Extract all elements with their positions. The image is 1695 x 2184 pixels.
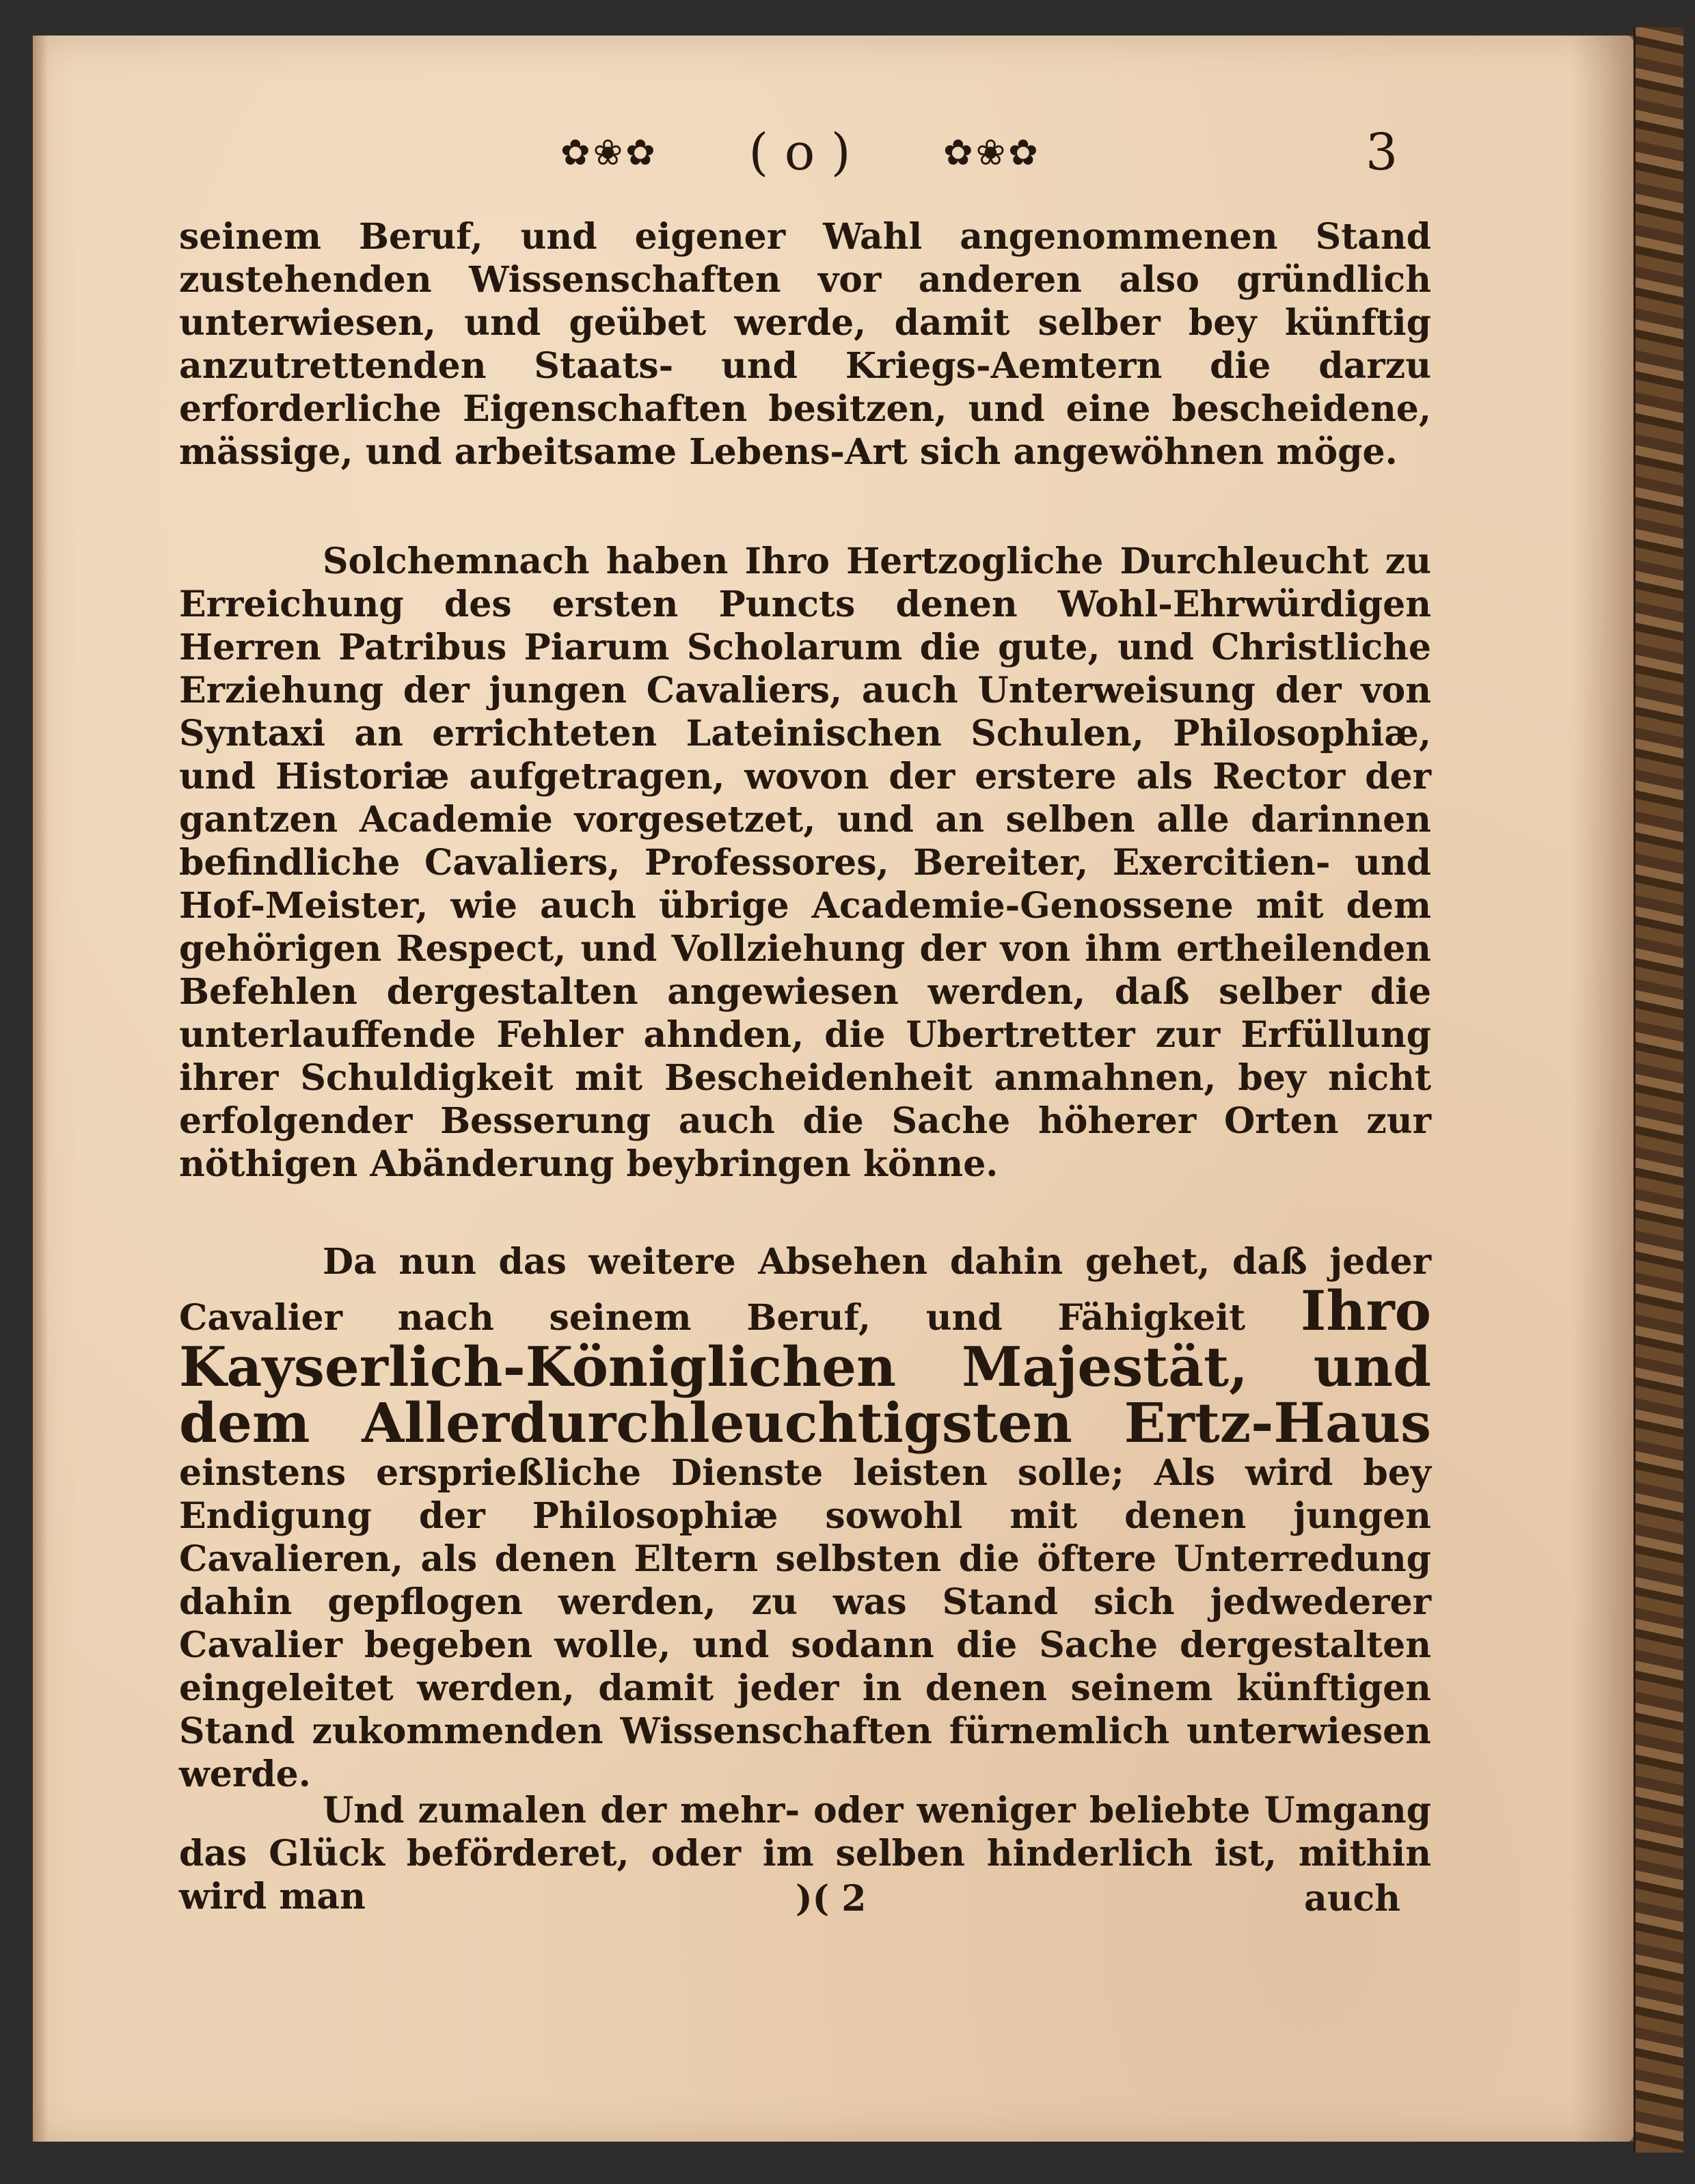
paragraph-4: Und zumalen der mehr- oder weniger beliebte Umgang das Glück beförderet, oder im selben hinderlich ist, mithin wird man — [179, 1790, 1431, 1917]
paragraph-3 — [179, 1240, 1431, 1796]
page-mark: ( o ) — [748, 123, 851, 182]
paragraph-3-intro: Da nun das weitere Absehen dahin gehet, daß jeder Cavalier nach seinem Beruf, und Fähigkeit — [179, 1241, 1431, 1339]
page-header — [0, 123, 1695, 185]
catchword: auch — [1304, 1878, 1400, 1920]
page-left-edge — [33, 36, 48, 2142]
ornament-left-icon: ✿❀✿ — [560, 133, 658, 174]
paragraph-2: Solchemnach haben Ihro Hertzogliche Durchleucht zu Erreichung des ersten Puncts denen Wohl-Ehrwürdigen Herren Patribus Piarum Scholarum die gute, und Christliche Erziehung der jungen Cavaliers, auch Unterweisung der von Syntaxi an errichteten Lateinischen Schulen, Philosophiæ, und Historiæ aufgetragen, wovon der erstere als Rector der gantzen Academie vorgesetzet, und an selben alle darinnen befindliche Cavaliers, Professores, Bereiter, Exercitien- und Hof-Meister, wie auch übrige Academie-Genossene mit dem gehörigen Respect, und Vollziehung der von ihm ertheilenden Befehlen dergestalten angewiesen werden, daß selber die unterlauffende Fehler ahnden, die Ubertretter zur Erfüllung ihrer Schuldigkeit mit Bescheidenheit anmahnen, bey nicht erfolgender Besserung auch die Sache höherer Orten zur nöthigen Abänderung beybringen könne. — [179, 541, 1431, 1185]
page-number: 3 — [1366, 123, 1398, 182]
gutter-shadow — [1572, 36, 1633, 2142]
paragraph-3-body: einstens ersprießliche Dienste leisten solle; Als wird bey Endigung der Philosophiæ sowohl mit denen jungen Cavalieren, als denen Eltern selbsten die öftere Unterredung dahin gepflogen werden, zu was Stand sich jedwederer Cavalier begeben wolle, und sodann die Sache dergestalten eingeleitet werden, damit jeder in denen seinem künftigen Stand zukommenden Wissenschaften fürnemlich unterwiesen werde. — [179, 1452, 1431, 1795]
paragraph-3-emphasis: Ihro Kayserlich-Königlichen Majestät, und dem Allerdurchleuchtigsten Ertz-Haus — [179, 1279, 1431, 1455]
paragraph-1: seinem Beruf, und eigener Wahl angenommenen Stand zustehenden Wissenschaften vor anderen also gründlich unterwiesen, und geübet werde, damit selber bey künftig anzutrettenden Staats- und Kriegs-Aemtern die darzu erforderliche Eigenschaften besitzen, und eine bescheidene, mässige, und arbeitsame Lebens-Art sich angewöhnen möge. — [179, 216, 1431, 473]
ornament-right-icon: ✿❀✿ — [943, 133, 1041, 174]
marbled-cover-edge — [1633, 27, 1683, 2153]
signature-mark: )( 2 — [796, 1878, 867, 1920]
